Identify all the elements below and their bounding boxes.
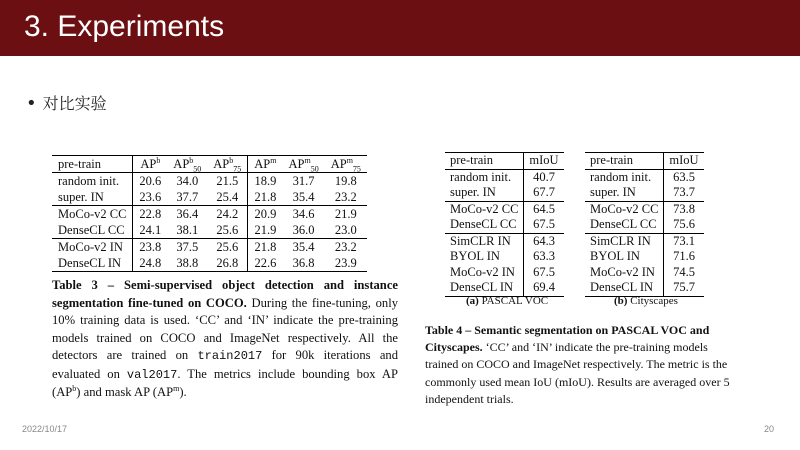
table-row <box>585 185 704 201</box>
table-4-caption-title: Table 4 – Semantic segmentation on PASCAL VOC and Cityscapes. <box>425 323 710 355</box>
caption-sup: b <box>72 383 77 393</box>
table-4-caption <box>425 322 731 408</box>
table-cell: 67.7 <box>533 185 555 199</box>
table-row <box>445 233 564 249</box>
caption-text: ) and mask AP (AP <box>76 385 174 399</box>
caption-sup: m <box>173 383 180 393</box>
table-row <box>445 280 564 296</box>
table-cell: 21.9 <box>254 223 277 237</box>
table-cell: 34.6 <box>282 206 324 223</box>
table-cell: 26.8 <box>207 255 247 272</box>
table-cell: 23.9 <box>325 255 367 272</box>
table-row <box>52 173 367 190</box>
table-cell: 67.5 <box>533 264 555 279</box>
table-cell: 21.9 <box>325 206 367 223</box>
table-cell: 21.5 <box>207 173 247 190</box>
table-cell: BYOL IN <box>445 249 524 265</box>
slide-date: 2022/10/17 <box>22 424 68 434</box>
table-3 <box>52 155 367 272</box>
table-cell: SimCLR IN <box>585 233 664 249</box>
table-cell: random init. <box>585 169 664 185</box>
table-cell: 24.1 <box>139 223 162 237</box>
table-cell: 37.7 <box>176 190 199 204</box>
table-cell: 40.7 <box>533 169 555 184</box>
table-4b <box>585 152 704 297</box>
table-4a-header-miou: mIoU <box>524 153 564 170</box>
table-cell: MoCo-v2 IN <box>445 265 524 281</box>
table-cell: 63.3 <box>533 249 555 263</box>
table-3-header-apb50: $AP^b_{50}$ <box>167 156 207 173</box>
caption-text: During the fine-tuning, only 10% training data is used. ‘CC’ and ‘IN’ indicate the pre-training models trained on COCO and ImageNet respectively. All the detectors are trained on <box>52 295 399 362</box>
table-row <box>585 265 704 281</box>
table-cell: 20.9 <box>248 206 283 223</box>
slide-title-bar <box>0 0 800 56</box>
table-row <box>445 185 564 201</box>
table-row <box>52 206 367 223</box>
table-cell: 37.5 <box>167 239 207 256</box>
table-4a-header-pretrain: pre-train <box>445 153 524 170</box>
table-cell: SimCLR IN <box>445 233 524 249</box>
table-cell: 22.8 <box>133 206 167 223</box>
table-cell: 23.2 <box>334 190 357 204</box>
table-3-caption-title: Table 3 – Semi-supervised object detection and instance segmentation fine-tuned on COCO. <box>52 278 398 310</box>
table-row <box>52 239 367 256</box>
table-cell: 64.3 <box>524 233 564 249</box>
table-cell: 24.8 <box>133 255 167 272</box>
table-cell: DenseCL CC <box>52 222 133 239</box>
table-cell: 36.8 <box>282 255 324 272</box>
table-cell: 22.6 <box>248 255 283 272</box>
table-cell: 38.1 <box>176 223 199 237</box>
table-cell: 25.6 <box>207 239 247 256</box>
slide-title: 3. Experiments <box>24 10 225 43</box>
table-cell: 67.5 <box>533 217 555 231</box>
sublabel-text: PASCAL VOC <box>478 295 549 307</box>
table-row <box>585 169 704 185</box>
table-4b-header-row <box>585 153 704 170</box>
table-3-header-pretrain: pre-train <box>52 156 133 173</box>
table-row <box>52 189 367 206</box>
table-4a-header-row <box>445 153 564 170</box>
table-cell: 23.8 <box>133 239 167 256</box>
table-row <box>52 222 367 239</box>
table-row <box>585 233 704 249</box>
table-cell: 36.0 <box>292 223 315 237</box>
table-row <box>52 255 367 272</box>
table-cell: BYOL IN <box>585 249 664 265</box>
table-cell: 23.6 <box>139 190 162 204</box>
table-cell: MoCo-v2 CC <box>52 206 133 223</box>
table-cell: 20.6 <box>139 174 162 188</box>
table-cell: DenseCL IN <box>585 280 664 296</box>
table-cell: super. IN <box>585 185 664 201</box>
table-cell: 36.4 <box>167 206 207 223</box>
table-cell: 21.8 <box>248 239 283 256</box>
table-row <box>585 249 704 265</box>
table-cell: MoCo-v2 CC <box>445 201 524 217</box>
table-cell: 23.0 <box>334 223 357 237</box>
table-4b-header-pretrain: pre-train <box>585 153 664 170</box>
table-cell: 21.8 <box>254 190 277 204</box>
table-cell: 34.0 <box>176 174 199 188</box>
table-row <box>445 201 564 217</box>
table-cell: 75.6 <box>673 217 695 231</box>
code-val2017: val2017 <box>126 367 178 382</box>
table-3-header-apm75: $AP^m_{75}$ <box>325 156 367 173</box>
table-cell: MoCo-v2 IN <box>52 239 133 256</box>
table-4b-header-miou: mIoU <box>664 153 704 170</box>
caption-text: ‘CC’ and ‘IN’ indicate the pre-training models trained on COCO and ImageNet respectively. The metric is the commonly used mean IoU (mIoU). Results are averaged over 5 independent trials. <box>425 340 730 406</box>
table-row <box>445 217 564 233</box>
bullet-text: 对比实验 <box>42 94 107 113</box>
table-cell: super. IN <box>52 189 133 206</box>
table-3-caption <box>52 277 398 402</box>
table-cell: 23.2 <box>325 239 367 256</box>
table-cell: 69.4 <box>524 280 564 296</box>
table-3-header-apb: $AP^b$ <box>133 156 167 173</box>
table-cell: 73.1 <box>664 233 704 249</box>
slide-page-number: 20 <box>764 424 775 434</box>
table-cell: 71.6 <box>673 249 695 263</box>
table-cell: MoCo-v2 IN <box>585 265 664 281</box>
table-cell: 75.7 <box>664 280 704 296</box>
table-cell: 74.5 <box>673 264 695 279</box>
table-cell: random init. <box>52 173 133 190</box>
table-4a-sublabel <box>466 295 548 307</box>
table-4b-sublabel <box>614 295 678 307</box>
table-4a <box>445 152 564 297</box>
bullet-dot-icon: • <box>26 93 37 114</box>
table-3-header-apm50: $AP^m_{50}$ <box>282 156 324 173</box>
table-cell: 35.4 <box>282 239 324 256</box>
table-cell: super. IN <box>445 185 524 201</box>
table-cell: 19.8 <box>334 174 357 188</box>
table-cell: 64.5 <box>524 201 564 217</box>
table-cell: DenseCL IN <box>445 280 524 296</box>
table-3-header-apm: $AP^m$ <box>248 156 283 173</box>
table-row <box>445 265 564 281</box>
table-cell: 31.7 <box>292 174 315 188</box>
table-row <box>445 169 564 185</box>
table-row <box>585 217 704 233</box>
sublabel-letter: (b) <box>614 295 628 307</box>
caption-text: for 90k iterations and evaluated on <box>52 348 399 381</box>
bullet-point <box>26 91 107 114</box>
table-cell: 35.4 <box>292 190 315 204</box>
table-row <box>585 201 704 217</box>
table-cell: 63.5 <box>673 169 695 184</box>
table-row <box>445 249 564 265</box>
sublabel-letter: (a) <box>466 295 479 307</box>
table-cell: random init. <box>445 169 524 185</box>
table-cell: 25.4 <box>207 189 247 206</box>
table-cell: DenseCL CC <box>585 217 664 233</box>
table-3-header-apb75: $AP^b_{75}$ <box>207 156 247 173</box>
sublabel-text: Cityscapes <box>627 295 678 307</box>
table-cell: DenseCL CC <box>445 217 524 233</box>
table-3-header-row <box>52 156 367 173</box>
table-cell: 25.6 <box>207 222 247 239</box>
table-row <box>585 280 704 296</box>
caption-text: . The metrics include bounding box AP (AP <box>52 366 398 399</box>
table-cell: 24.2 <box>207 206 247 223</box>
code-train2017: train2017 <box>197 349 263 363</box>
table-cell: 73.7 <box>673 185 695 199</box>
table-cell: 73.8 <box>664 201 704 217</box>
table-cell: DenseCL IN <box>52 255 133 272</box>
table-cell: 38.8 <box>167 255 207 272</box>
table-cell: 18.9 <box>254 174 277 188</box>
caption-text: ). <box>179 385 187 399</box>
table-cell: MoCo-v2 CC <box>585 201 664 217</box>
